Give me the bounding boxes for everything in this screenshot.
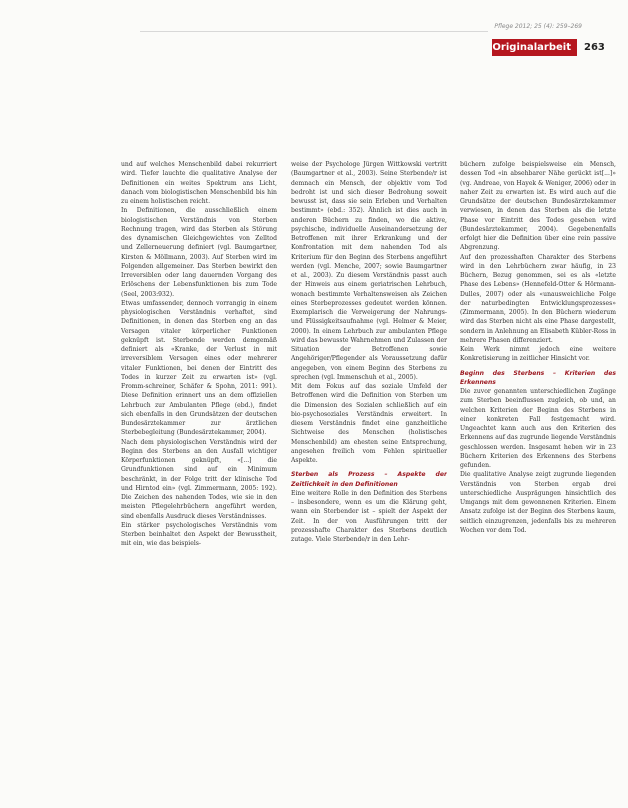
paragraph: Die zuvor genannten unterschiedlichen Zugänge zum Sterben beeinflussen zugleich, ob und, an welchen Kriterien der Beginn des Sterbens in einer konkreten Fall festgemacht wird. Ungeachtet kann auch aus den Kriterien des Erkennens auf das zugrunde liegende Verständnis geschlossen werden. Insgesamt heben wir in 23 Büchern Kriterien des Erkennens des Sterbens gefunden. [460, 388, 616, 469]
subheading: Beginn des Sterbens – Kriterien des Erkennens [460, 369, 616, 386]
paragraph: und auf welches Menschenbild dabei rekurriert wird. Tiefer lauchte die qualitative Analyse der Definitionen ein weites Spektrum ans Licht, danach vom biologistischen Menschenbild bis hin zu einem holistischen reicht. [121, 161, 277, 205]
paragraph: büchern zufolge beispielsweise ein Mensch, dessen Tod «in absehbarer Nähe gerückt ist[...]» (vg. Andreae, von Hayek & Weniger, 2006) oder in naher Zeit zu erwarten ist. Es wird auch auf die Grundsätze der deutschen Bundesärztekammer verwiesen, in denen das Sterben als die letzte Phase vor Eintritt des Todes gesehen wird (Bundesärztekammer, 2004). Gegebenenfalls erfolgt hier die Definition über eine rein passive Abgrenzung. [460, 161, 616, 252]
paragraph: Die qualitative Analyse zeigt zugrunde liegenden Verständnis von Sterben ergab drei unterschiedliche Ausprägungen hinsichtlich des Umgangs mit dem gewonnenen Kriterien. Einem Ansatz zufolge ist der Beginn des Sterbens kaum, seitlich einzugrenzen, jedenfalls bis zu mehreren Wochen vor dem Tod. [460, 471, 616, 534]
paragraph: In Definitionen, die ausschließlich einem biologistischen Verständnis von Sterben Rechnung tragen, wird das Sterben als Störung des dynamischen Gleichgewichtes von Zelltod und Zellerneuerung definiert (vgl. Baumgartner, Kirsten & Möllmann, 2003). Auf Sterben wird im Folgenden allgemeiner. Das Sterben bewirkt den Irreversiblen oder lang dauernden Vorgang des Erlöschens der Lebensfunktionen bis zum Tode (Seel, 2003:932). [121, 207, 277, 298]
journal-reference: Pflege 2012; 25 (4): 259–269 [494, 23, 582, 30]
paragraph: Ein stärker psychologisches Verständnis vom Sterben beinhaltet den Aspekt der Bewusstheit, mit ein, wie das beispiels- [121, 521, 277, 548]
paragraph: Kein Werk nimmt jedoch eine weitere Konkretisierung in zeitlicher Hinsicht vor. [460, 346, 616, 363]
paragraph: Eine weitere Rolle in den Definition des Sterbens – insbesondere, wenn es um die Klärung geht, wann ein Sterbender ist – spielt der Aspekt der Zeit. In der von Ausführungen tritt der prozesshafte Charakter des Sterbens deutlich zutage. Viele Sterbende/r in den Lehr- [291, 489, 447, 543]
paragraph: Nach dem physiologischen Verständnis wird der Beginn des Sterbens an den Ausfall wichtiger Körperfunktionen geknüpft, «[...] die Grundfunktionen sind auf ein Minimum beschränkt, in der Folge tritt der klinische Tod und Hirntod ein» (vgl. Zimmermann, 2005: 192). Die Zeichen des nahenden Todes, wie sie in den meisten Pflegelehrbüchern angeführt werden, sind ebenfalls Ausdruck dieses Verständnisses. [121, 438, 277, 520]
paragraph: Auf den prozesshaften Charakter des Sterbens wird in den Lehrbüchern zwar häufig, in 23 Büchern, Bezug genommen, sei es als «letzte Phase des Lebens» (Hennefeld-Otter & Hörmann-Dulles, 2007) oder als «unausweichliche Folge der naturbedingten Entwicklungsprozesses» (Zimmermann, 2005). In den Büchern wiederum wird das Sterben nicht als eine Phase dargestellt, sondern in Anlehnung an Elisabeth Kübler-Ross in mehrere Phasen differenziert. [460, 253, 616, 344]
text-column-2 [291, 160, 447, 808]
header-rule [140, 31, 488, 32]
text-column-1 [121, 160, 277, 808]
paragraph: Mit dem Fokus auf das soziale Umfeld der Betroffenen wird die Definition von Sterben um die Dimension des Sozialen schließlich auf ein bio-psychosoziales Verständnis erweitert. In diesem Verständnis findet eine ganzheitliche Sichtweise des Menschen (holistisches Menschenbild) am ehesten seine Entsprechung, angesehen freilich vom Fehlen spiritueller Aspekte. [291, 383, 447, 464]
paragraph: weise der Psychologe Jürgen Wittkowski vertritt (Baumgartner et al., 2003). Seine Sterbende/r ist demnach ein Mensch, der objektiv vom Tod bedroht ist und sich dieser Bedrohung soweit bewusst ist, dass sie sein Erleben und Verhalten bestimmt» (ebd.: 352). Ähnlich ist dies auch in anderen Büchern zu finden, wo die aktive, psychische, individuelle Auseinandersetzung der Betroffenen mit ihrer Erkrankung und der Konfrontation mit dem nahenden Tod als Kriterium für den Beginn des Sterbens angeführt werden (vgl. Menche, 2007; sowie Baumgartner et al., 2003). Zu diesem Verständnis passt auch der Hinweis aus einem geriatrischen Lehrbuch, wonach bestimmte Verhaltensweisen als Zeichen eines Sterbeprozesses gedeutet werden können. Exemplarisch die Verweigerung der Nahrungs- und Flüssigkeitsaufnahme (vgl. Helmer & Meier, 2000). In einem Lehrbuch zur ambulanten Pflege wird das bewusste Wahrnehmen und Zulassen der Situation der Betroffenen sowie Angehöriger/Pflegender als Voraussetzung dafür angegeben, von einem Beginn des Sterbens zu sprechen (vgl. Immenschuh et al., 2005). [291, 161, 447, 381]
subheading: Sterben als Prozess – Aspekte der Zeitlichkeit in den Definitionen [291, 471, 447, 488]
paragraph: Etwas umfassender, dennoch vorrangig in einem physiologischen Verständnis verhaftet, sind Definitionen, in denen das Sterben eng an das Versagen vitaler körperlicher Funktionen geknüpft ist. Sterbende werden demgemäß definiert als «Kranke, der Verlust in mit irreversiblem Versagen eines oder mehrerer vitaler Funktionen, bei denen der Eintritt des Todes in kurzer Zeit zu erwarten ist» (vgl. Fromm-schreiner, Schäfer & Spohn, 2011: 991). Diese Definition erinnert uns an dem offiziellen Lehrbuch zur Ambulanten Pflege (ebd.), findet sich ebenfalls in den Grundsätzen der deutschen Bundesärztekammer zur ärztlichen Sterbebegleitung (Bundesärztekammer, 2004). [121, 299, 277, 437]
section-label: Originalarbeit [492, 39, 577, 56]
page-number: 263 [584, 42, 605, 53]
text-column-3 [460, 160, 616, 808]
